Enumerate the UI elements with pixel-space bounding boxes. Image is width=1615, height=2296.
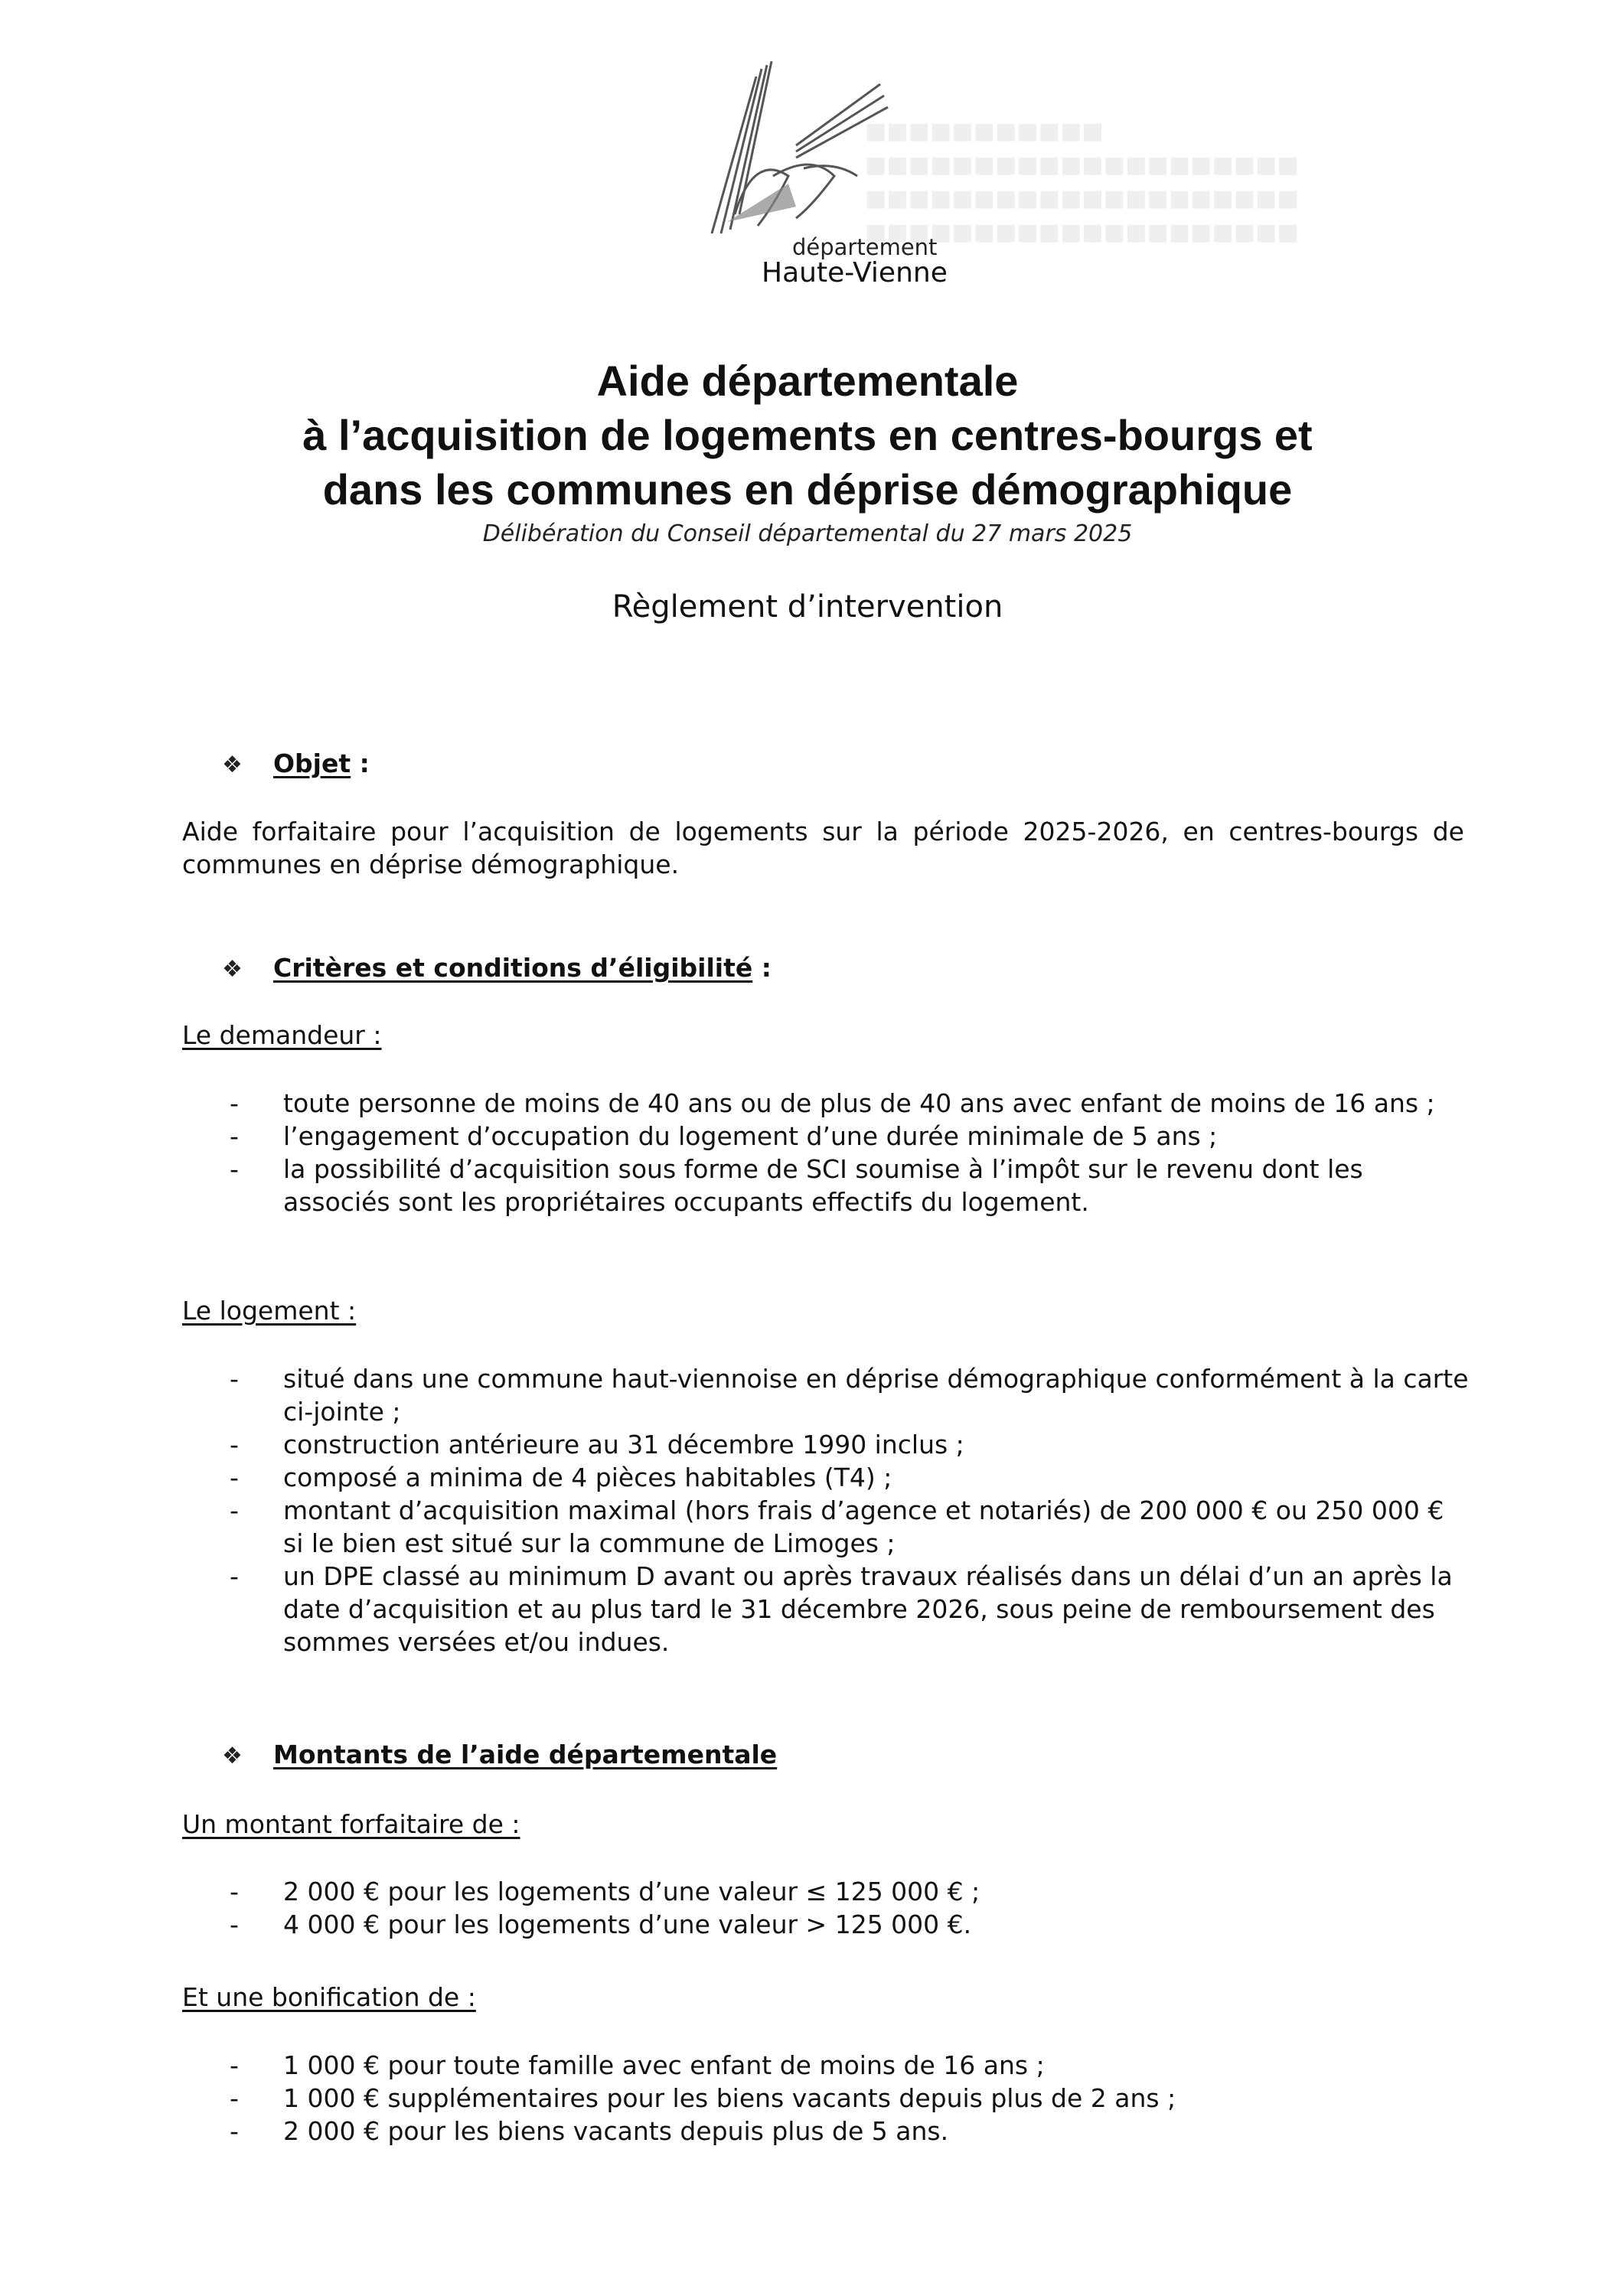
forfait-label: Un montant forfaitaire de :: [182, 1809, 520, 1839]
list-item: - 4 000 € pour les logements d’une valeur > 125 000 €.: [230, 1908, 1470, 1941]
diamond-bullet-icon: ❖: [222, 956, 243, 983]
diamond-bullet-icon: ❖: [222, 1743, 243, 1769]
logo-mark-icon: [681, 61, 903, 245]
logement-label: Le logement :: [182, 1296, 357, 1326]
section-criteres-heading: [273, 953, 772, 983]
list-item: - toute personne de moins de 40 ans ou de plus de 40 ans avec enfant de moins de 16 ans ;: [230, 1087, 1470, 1120]
section-criteres-colon: :: [752, 953, 772, 983]
list-item: - 1 000 € pour toute famille avec enfant de moins de 16 ans ;: [230, 2049, 1470, 2082]
section-criteres-title: Critères et conditions d’éligibilité: [273, 953, 753, 983]
section-objet-colon: :: [351, 748, 370, 778]
list-item: - la possibilité d’acquisition sous forme de SCI soumise à l’impôt sur le revenu dont les associés sont les propriétaires occupants effectifs du logement.: [230, 1153, 1470, 1218]
deliberation-date: Délibération du Conseil départemental du 27 mars 2025: [482, 520, 1133, 547]
section-objet-title: Objet: [273, 748, 351, 778]
title-line-2: à l’acquisition de logements en centres-bourgs et: [302, 411, 1313, 459]
list-item: - construction antérieure au 31 décembre 1990 inclus ;: [230, 1428, 1470, 1461]
title-line-3: dans les communes en déprise démographique: [322, 465, 1293, 514]
diamond-bullet-icon: ❖: [222, 752, 243, 778]
reverse-side-show-through: ■■■■■■■■■■■ ■■■■■■■■■■■■■■■■■■■■ ■■■■■■■■■■■■■■■■■■■■ ■■■■■■■■■■■■■■■■■■■■: [865, 118, 1299, 246]
bonification-label: Et une bonification de :: [182, 1982, 476, 2012]
list-item: - un DPE classé au minimum D avant ou après travaux réalisés dans un délai d’un an après la date d’acquisition et au plus tard le 31 décembre 2026, sous peine de remboursement des sommes versées et/ou indues.: [230, 1560, 1470, 1658]
list-item: - situé dans une commune haut-viennoise en déprise démographique conformément à la carte ci-jointe ;: [230, 1362, 1470, 1428]
section-montants-title: Montants de l’aide départementale: [273, 1740, 778, 1769]
forfait-list: [230, 1875, 1470, 1941]
list-item: - 1 000 € supplémentaires pour les biens vacants depuis plus de 2 ans ;: [230, 2082, 1470, 2115]
demandeur-label: Le demandeur :: [182, 1020, 382, 1050]
logo-subtitle: département: [792, 234, 938, 260]
bonification-list: [230, 2049, 1470, 2148]
logement-list: [230, 1362, 1470, 1658]
objet-paragraph: Aide forfaitaire pour l’acquisition de logements sur la période 2025-2026, en centres-bourgs de communes en déprise démographique.: [182, 817, 1464, 879]
logo-name: Haute-Vienne: [762, 257, 948, 289]
demandeur-list: [230, 1087, 1470, 1218]
list-item: - montant d’acquisition maximal (hors frais d’agence et notariés) de 200 000 € ou 250 000 € si le bien est situé sur la commune de Limoges ;: [230, 1494, 1470, 1560]
title-line-1: Aide départementale: [596, 357, 1019, 405]
list-item: - 2 000 € pour les biens vacants depuis plus de 5 ans.: [230, 2115, 1470, 2148]
reglement-heading: Règlement d’intervention: [612, 589, 1003, 625]
list-item: - composé a minima de 4 pièces habitables (T4) ;: [230, 1461, 1470, 1494]
section-montants-heading: [273, 1740, 777, 1769]
section-objet-heading: [273, 748, 370, 778]
haute-vienne-logo: [681, 61, 948, 291]
list-item: - 2 000 € pour les logements d’une valeur ≤ 125 000 € ;: [230, 1875, 1470, 1908]
list-item: - l’engagement d’occupation du logement d’une durée minimale de 5 ans ;: [230, 1120, 1470, 1153]
